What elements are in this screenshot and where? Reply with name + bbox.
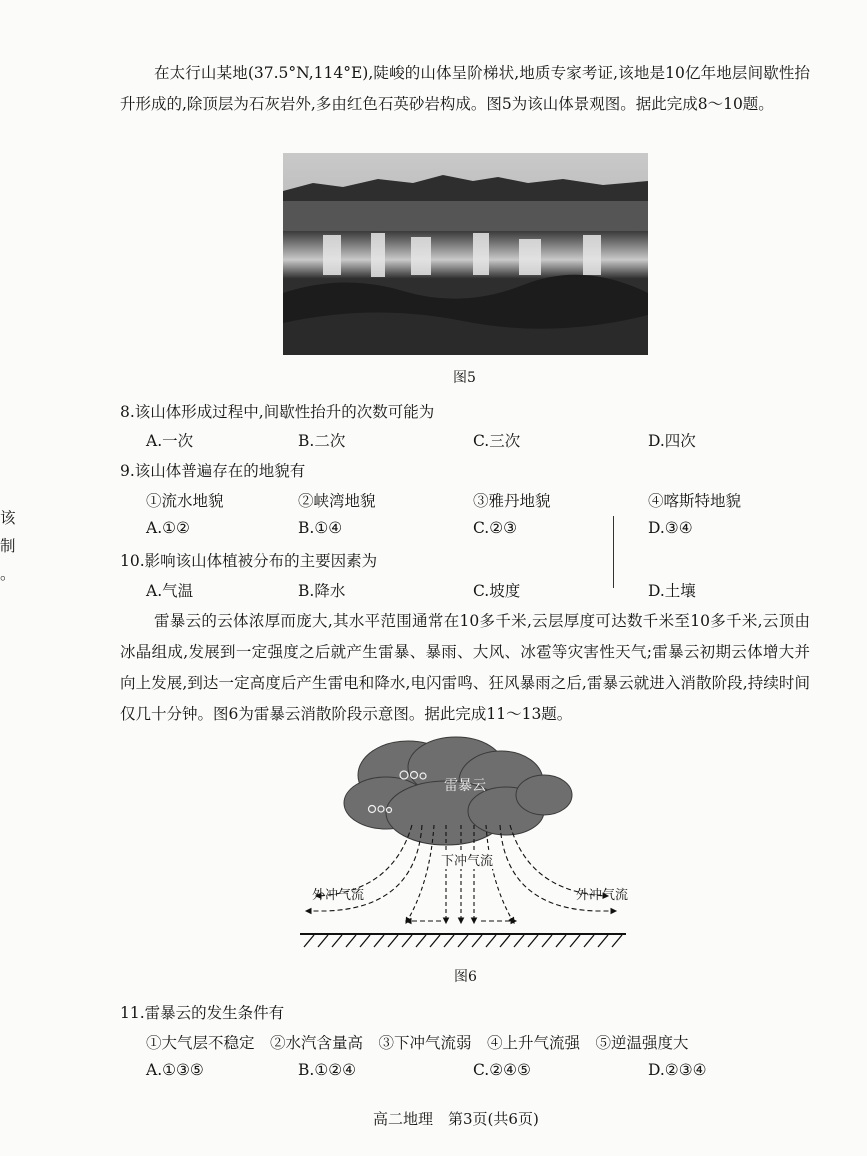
q9-option-a: A.①② bbox=[146, 519, 190, 537]
q9-item-1: ①流水地貌 bbox=[146, 492, 224, 510]
q10-option-c: C.坡度 bbox=[473, 582, 521, 600]
cloud-label: 雷暴云 bbox=[444, 778, 486, 794]
q10-option-b: B.降水 bbox=[298, 582, 346, 600]
q8-option-d: D.四次 bbox=[648, 432, 696, 450]
question-10-stem: 10.影响该山体植被分布的主要因素为 bbox=[120, 552, 378, 570]
q11-option-c: C.②④⑤ bbox=[473, 1061, 531, 1079]
intro-paragraph-2: 雷暴云的云体浓厚而庞大,其水平范围通常在10多千米,云层厚度可达数千米至10多千米,云顶由冰晶组成,发展到一定强度之后就产生雷暴、暴雨、大风、冰雹等灾害性天气;雷暴云初期云体增大并向上发展,到达一定高度后产生雷电和降水,电闪雷鸣、狂风暴雨之后,雷暴云就进入消散阶段,持续时间仅几十分钟。图6为雷暴云消散阶段示意图。据此完成11～13题。 bbox=[120, 612, 810, 723]
mountain-landscape-photo bbox=[283, 153, 648, 355]
question-8-stem: 8.该山体形成过程中,间歇性抬升的次数可能为 bbox=[120, 403, 435, 421]
question-9-stem: 9.该山体普遍存在的地貌有 bbox=[120, 462, 306, 480]
q9-item-3: ③雅丹地貌 bbox=[473, 492, 551, 510]
thunderstorm-cloud-svg bbox=[296, 733, 630, 963]
scan-line-artifact bbox=[613, 516, 614, 588]
figure-6-caption: 图6 bbox=[454, 969, 477, 985]
q11-option-d: D.②③④ bbox=[648, 1061, 707, 1079]
q10-option-d: D.土壤 bbox=[648, 582, 696, 600]
question-11-stem: 11.雷暴云的发生条件有 bbox=[120, 1004, 285, 1022]
margin-char-2: 制 bbox=[0, 537, 16, 555]
q11-option-b: B.①②④ bbox=[298, 1061, 357, 1079]
margin-char-3: 。 bbox=[0, 565, 16, 583]
q8-option-c: C.三次 bbox=[473, 432, 521, 450]
q8-option-a: A.一次 bbox=[146, 432, 194, 450]
ground-hatching bbox=[304, 935, 622, 947]
margin-char-1: 该 bbox=[0, 509, 16, 527]
figure-5-caption: 图5 bbox=[453, 370, 476, 386]
outflow-label-right: 外冲气流 bbox=[576, 888, 629, 903]
q9-option-b: B.①④ bbox=[298, 519, 343, 537]
q10-option-a: A.气温 bbox=[146, 582, 194, 600]
q9-option-d: D.③④ bbox=[648, 519, 693, 537]
q9-item-4: ④喀斯特地貌 bbox=[648, 492, 742, 510]
q9-option-c: C.②③ bbox=[473, 519, 518, 537]
q11-option-a: A.①③⑤ bbox=[146, 1061, 204, 1079]
q9-item-2: ②峡湾地貌 bbox=[298, 492, 376, 510]
downdraft-label: 下冲气流 bbox=[441, 850, 493, 869]
page-footer: 高二地理 第3页(共6页) bbox=[373, 1110, 539, 1128]
q11-items: ①大气层不稳定 ②水汽含量高 ③下冲气流弱 ④上升气流强 ⑤逆温强度大 bbox=[146, 1034, 689, 1052]
q8-option-b: B.二次 bbox=[298, 432, 346, 450]
thunderstorm-cloud-diagram bbox=[296, 733, 630, 963]
outflow-label-left: 外冲气流 bbox=[312, 888, 365, 903]
intro-paragraph-1: 在太行山某地(37.5°N,114°E),陡峻的山体呈阶梯状,地质专家考证,该地是10亿年地层间歇性抬升形成的,除顶层为石灰岩外,多由红色石英砂岩构成。图5为该山体景观图。据此完成8～10题。 bbox=[120, 64, 810, 113]
